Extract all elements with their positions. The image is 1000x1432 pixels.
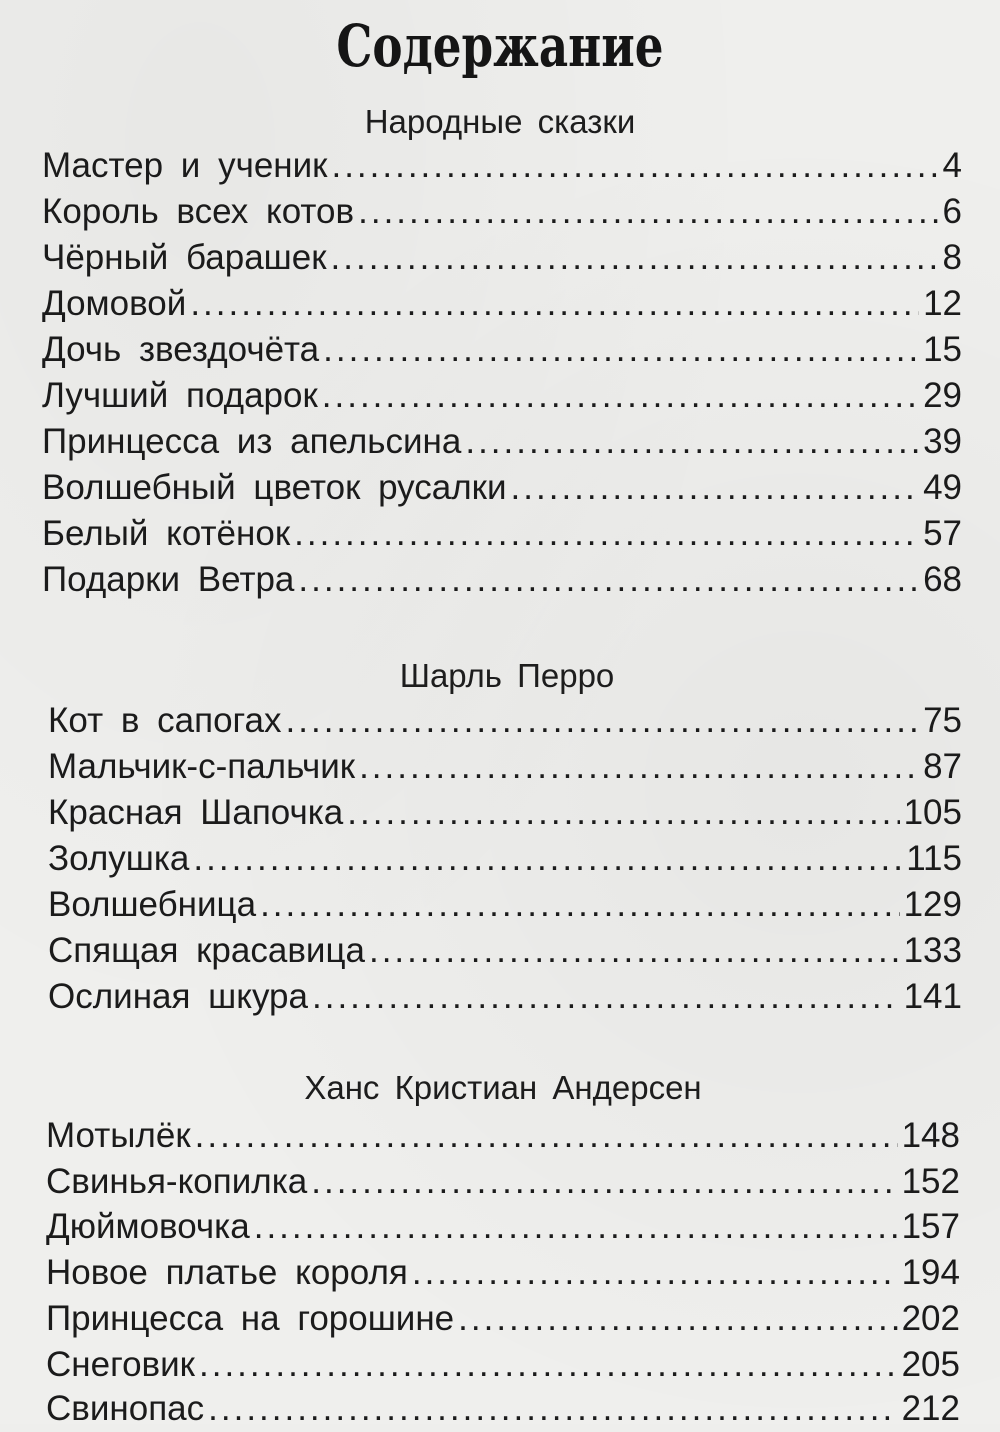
toc-entry [42, 557, 962, 603]
toc-entry [48, 836, 962, 882]
toc-entry-page: 6 [942, 192, 962, 231]
toc-entry [42, 143, 962, 189]
toc-entry-title: Новое платье короля [46, 1253, 408, 1292]
toc-entry-title: Принцесса на горошине [46, 1299, 455, 1338]
toc-entry-title: Кот в сапогах [48, 701, 282, 740]
toc-leader-dots [323, 327, 919, 373]
toc-leader-dots [193, 836, 902, 882]
toc-entry-page: 8 [942, 238, 962, 277]
toc-entry-title: Спящая красавица [48, 931, 365, 970]
toc-entry [42, 281, 962, 327]
toc-entry-title: Король всех котов [42, 192, 355, 231]
toc-entry-page: 15 [923, 330, 962, 369]
toc-entry-title: Волшебница [48, 885, 257, 924]
toc-leader-dots [412, 1250, 898, 1296]
toc-entry-page: 12 [923, 284, 962, 323]
toc-entry-title: Красная Шапочка [48, 793, 344, 832]
toc-leader-dots [254, 1204, 898, 1250]
toc-entry [46, 1342, 960, 1388]
toc-entry-title: Белый котёнок [42, 514, 291, 553]
toc-entry [42, 189, 962, 235]
toc-entry [46, 1159, 960, 1205]
toc-entry-title: Мотылёк [46, 1116, 191, 1155]
toc-entry-page: 39 [923, 422, 962, 461]
toc-entry-page: 49 [923, 468, 962, 507]
toc-leader-dots [359, 744, 919, 790]
toc-entry-page: 212 [901, 1389, 960, 1428]
page-title: Содержание [336, 12, 664, 80]
toc-entry-title: Домовой [42, 284, 187, 323]
toc-entry [42, 511, 962, 557]
toc-entry [42, 327, 962, 373]
toc-entry [48, 882, 962, 928]
section-heading-hans-christian-andersen: Ханс Кристиан Андерсен [304, 1069, 702, 1106]
toc-entry-title: Мастер и ученик [42, 146, 328, 185]
toc-entry-title: Волшебный цветок русалки [42, 468, 507, 507]
toc-leader-dots [369, 928, 900, 974]
toc-entry-title: Снеговик [46, 1345, 195, 1384]
toc-leader-dots [331, 235, 939, 281]
toc-entry-title: Свинья-копилка [46, 1162, 308, 1201]
toc-entry-title: Ослиная шкура [48, 977, 308, 1016]
toc-entry-page: 157 [901, 1207, 960, 1246]
toc-entry-page: 194 [901, 1253, 960, 1292]
toc-leader-dots [195, 1113, 898, 1159]
toc-entry [48, 928, 962, 974]
toc-entry-page: 75 [923, 701, 962, 740]
toc-entry [42, 419, 962, 465]
toc-entry-title: Лучший подарок [42, 376, 318, 415]
toc-entry-title: Мальчик-с-пальчик [48, 747, 356, 786]
toc-entry-title: Дюймовочка [46, 1207, 250, 1246]
toc-entry-page: 105 [903, 793, 962, 832]
toc-entry [42, 465, 962, 511]
toc-leader-dots [260, 882, 900, 928]
toc-entry [46, 1113, 960, 1159]
toc-leader-dots [190, 281, 919, 327]
toc-entry [46, 1386, 960, 1432]
toc-entry-title: Чёрный барашек [42, 238, 327, 277]
toc-leader-dots [294, 511, 919, 557]
toc-entry-page: 115 [906, 839, 962, 878]
toc-entry-page: 152 [901, 1162, 960, 1201]
toc-leader-dots [358, 189, 938, 235]
toc-entry-page: 4 [942, 146, 962, 185]
toc-entry [42, 235, 962, 281]
toc-leader-dots [465, 419, 919, 465]
toc-entry-page: 68 [923, 560, 962, 599]
toc-leader-dots [312, 974, 900, 1020]
toc-entry-page: 29 [923, 376, 962, 415]
toc-leader-dots [331, 143, 938, 189]
toc-leader-dots [347, 790, 899, 836]
toc-leader-dots [298, 557, 919, 603]
toc-leader-dots [511, 465, 920, 511]
section-heading-charles-perrault: Шарль Перро [399, 657, 615, 694]
toc-entry-page: 87 [923, 747, 962, 786]
toc-entry-title: Золушка [48, 839, 190, 878]
toc-entry [48, 744, 962, 790]
toc-entry-page: 129 [903, 885, 962, 924]
toc-entry-page: 202 [901, 1299, 960, 1338]
toc-entry-page: 148 [901, 1116, 960, 1155]
toc-entry-title: Принцесса из апельсина [42, 422, 462, 461]
toc-leader-dots [458, 1296, 897, 1342]
toc-leader-dots [311, 1159, 897, 1205]
toc-entry [48, 698, 962, 744]
toc-entry-title: Дочь звездочёта [42, 330, 320, 369]
toc-entry [48, 790, 962, 836]
toc-entry [42, 373, 962, 419]
toc-leader-dots [208, 1386, 897, 1432]
toc-entry-title: Подарки Ветра [42, 560, 295, 599]
toc-leader-dots [199, 1342, 898, 1388]
toc-leader-dots [286, 698, 920, 744]
toc-leader-dots [322, 373, 919, 419]
toc-entry [46, 1296, 960, 1342]
toc-entry-page: 133 [903, 931, 962, 970]
section-heading-folk-tales: Народные сказки [364, 103, 636, 140]
toc-entry-page: 205 [901, 1345, 960, 1384]
toc-entry [48, 974, 962, 1020]
toc-entry [46, 1204, 960, 1250]
toc-entry-title: Свинопас [46, 1389, 205, 1428]
toc-entry [46, 1250, 960, 1296]
toc-entry-page: 57 [923, 514, 962, 553]
toc-entry-page: 141 [903, 977, 962, 1016]
